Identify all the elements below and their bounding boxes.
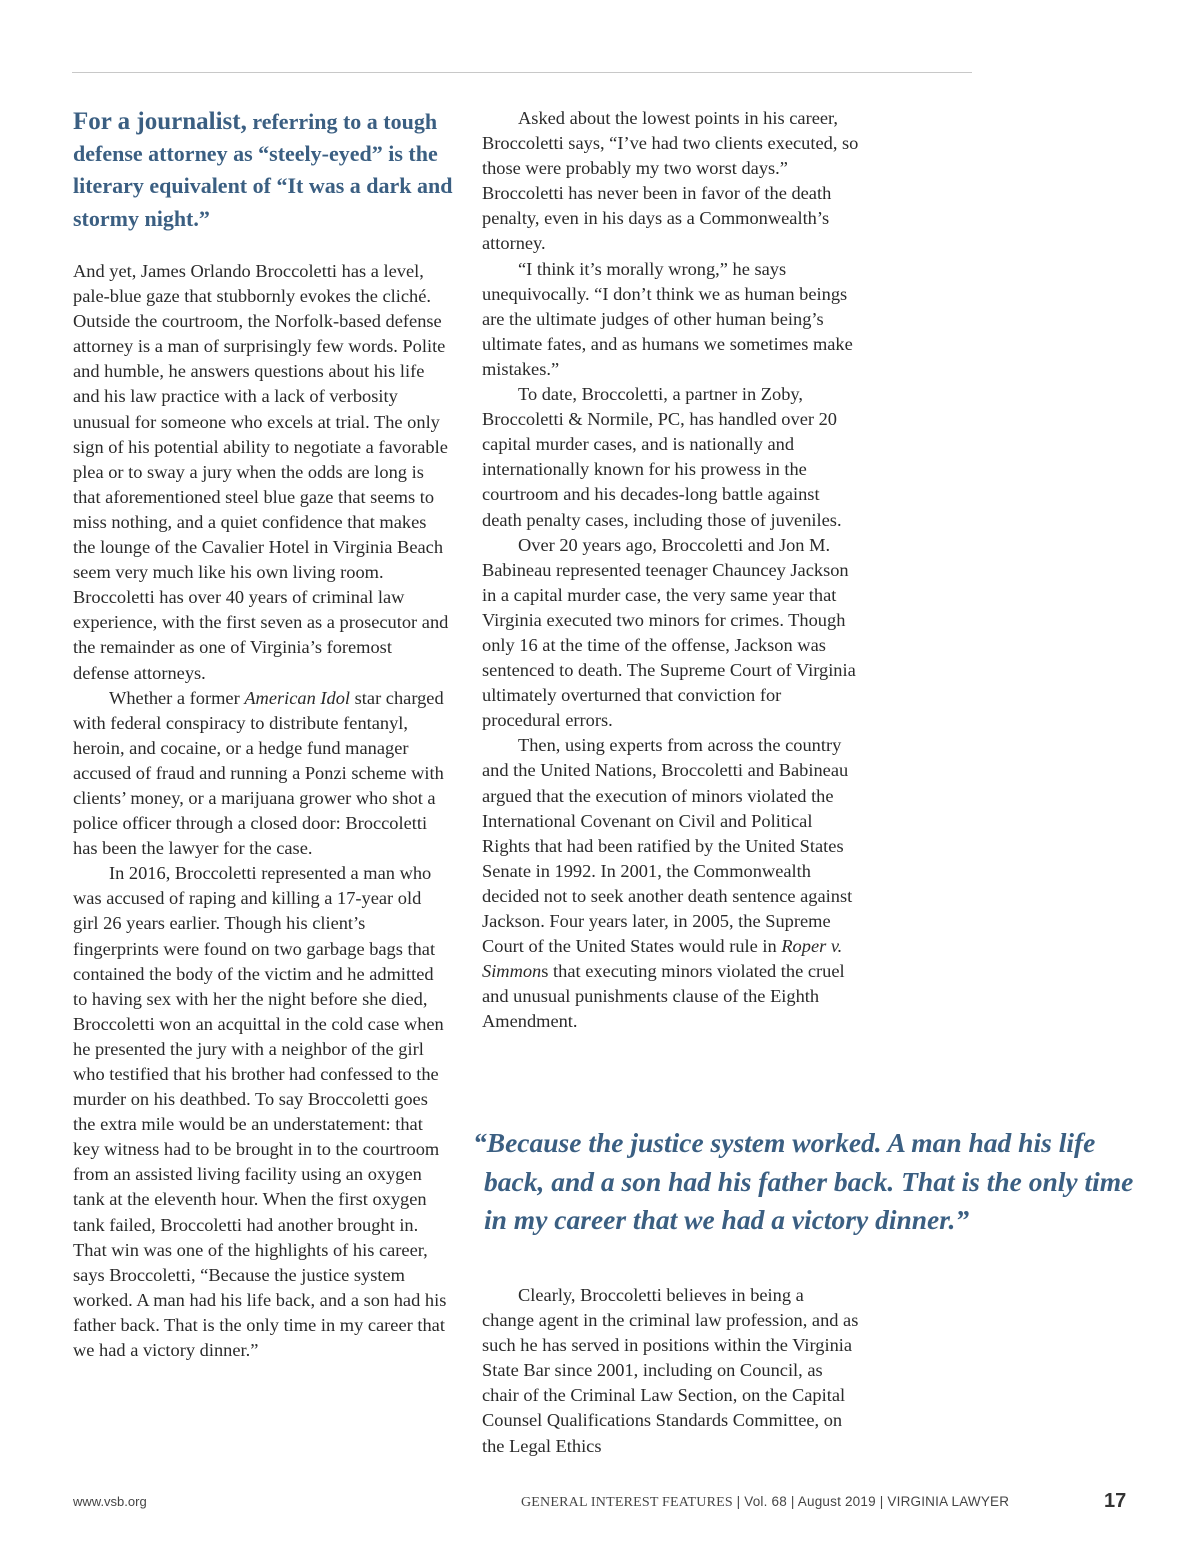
text-run: Whether a former (109, 687, 245, 708)
footer-publication: | Vol. 68 | August 2019 | VIRGINIA LAWYER (736, 1494, 1010, 1509)
pull-quote-line: “Because the justice system worked. A man had his life (473, 1127, 1096, 1158)
body-paragraph: Over 20 years ago, Broccoletti and Jon M. Babineau represented teenager Chauncey Jackson in a capital murder case, the very same year that Virginia executed two minors for crimes. Though only 16 at the time of the offense, Jackson was sentenced to death. The Supreme Court of Virginia ultimately overturned that conviction for procedural errors. (482, 534, 856, 731)
body-paragraph: To date, Broccoletti, a partner in Zoby, Broccoletti & Normile, PC, has handled over 20 capital murder cases, and is nationally and internationally known for his prowess in the courtroom and his decades-long battle against death penalty cases, including those of juveniles. (482, 384, 842, 530)
top-rule (72, 72, 972, 73)
right-column (482, 106, 860, 1034)
body-paragraph: “I think it’s morally wrong,” he says unequivocally. “I don’t think we as human beings are the ultimate judges of other human being’s ultimate fates, and as humans we sometimes make mistakes.” (482, 258, 853, 379)
footer-section: GENERAL INTEREST FEATURES (521, 1495, 733, 1510)
pull-quote (473, 1124, 1153, 1240)
footer-publication-info (521, 1494, 1009, 1511)
italic-title: American Idol (244, 687, 351, 708)
left-column (73, 259, 451, 1363)
lede-lead-phrase: For a journalist, (73, 108, 247, 135)
body-paragraph: Asked about the lowest points in his career, Broccoletti says, “I’ve had two clients executed, so those were probably my two worst days.” Broccoletti has never been in favor of the death penalty, even in his days as a Commonwealth’s attorney. (482, 108, 859, 254)
footer-url[interactable]: www.vsb.org (73, 1494, 147, 1509)
pull-quote-line: in my career that we had a victory dinner.” (484, 1204, 970, 1235)
body-paragraph: Clearly, Broccoletti believes in being a change agent in the criminal law profession, and as such he has served in positions within the Virginia State Bar since 2001, including on Council, as chair of the Criminal Law Section, on the Capital Counsel Qualifications Standards Committee, on the Legal Ethics (482, 1285, 859, 1456)
lede-heading (73, 106, 453, 235)
body-paragraph (482, 733, 860, 1034)
text-run: Then, using experts from across the country and the United Nations, Broccoletti and Babineau argued that the execution of minors violated the International Covenant on Civil and Political Rights that had been ratified by the United States Senate in 1992. In 2001, the Commonwealth decided not to seek another death sentence against Jackson. Four years later, in 2005, the Supreme Court of the United States would rule in (482, 735, 853, 957)
body-paragraph (73, 686, 451, 862)
lede-rest: referring to a tough defense attorney as “steely-eyed” is the literary equivalent of “It was a dark and stormy night.” (73, 109, 453, 231)
right-column-continued (482, 1283, 860, 1459)
body-paragraph: In 2016, Broccoletti represented a man who was accused of raping and killing a 17-year old girl 26 years earlier. Though his client’s fingerprints were found on two garbage bags that contained the body of the victim and he admitted to having sex with her the night before she died, Broccoletti won an acquittal in the cold case when he presented the jury with a neighbor of the girl who testified that his brother had confessed to the murder on his deathbed. To say Broccoletti goes the extra mile would be an understatement: that key witness had to be brought in to the courtroom from an assisted living facility using an oxygen tank at the eleventh hour. When the first oxygen tank failed, Broccoletti had another brought in. That win was one of the highlights of his career, says Broccoletti, “Because the justice system worked. A man had his life back, and a son had his father back. That is the only time in my career that we had a victory dinner.” (73, 863, 447, 1361)
italic-case-name: Roper v. Simmon (482, 936, 843, 982)
body-paragraph: And yet, James Orlando Broccoletti has a level, pale-blue gaze that stubbornly evokes the cliché. Outside the courtroom, the Norfolk-based defense attorney is a man of surprisingly few words. Polite and humble, he answers questions about his life and his law practice with a lack of verbosity unusual for someone who excels at trial. The only sign of his potential ability to negotiate a favorable plea or to sway a jury when the odds are long is that aforementioned steel blue gaze that seems to miss nothing, and a quiet confidence that makes the lounge of the Cavalier Hotel in Virginia Beach seem very much like his own living room. Broccoletti has over 40 years of criminal law experience, with the first seven as a prosecutor and the remainder as one of Virginia’s foremost defense attorneys. (73, 261, 449, 683)
text-run: s that executing minors violated the cruel and unusual punishments clause of the Eighth Amendment. (482, 961, 845, 1032)
page-number: 17 (1104, 1490, 1127, 1512)
pull-quote-line: back, and a son had his father back. That is the only time (484, 1165, 1134, 1197)
text-run: star charged with federal conspiracy to distribute fentanyl, heroin, and cocaine, or a hedge fund manager accused of fraud and running a Ponzi scheme with clients’ money, or a marijuana grower who shot a police officer through a closed door: Broccoletti has been the lawyer for the case. (73, 687, 444, 859)
